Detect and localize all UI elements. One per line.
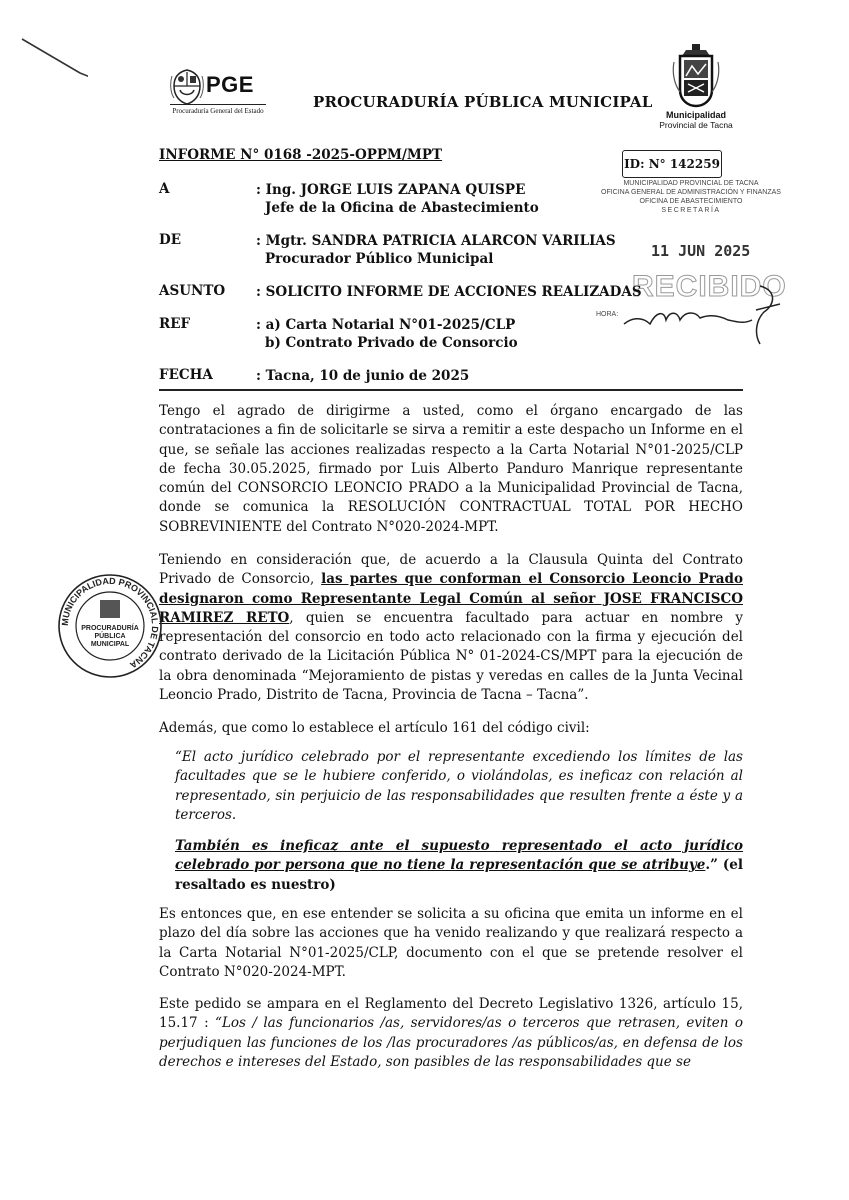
page-title: PROCURADURÍA PÚBLICA MUNICIPAL xyxy=(313,93,653,111)
paragraph-4: Es entonces que, en ese entender se solicita a su oficina que emita un informe en el plazo del día sobre las acciones que ha venido realizando y que realizará respecto a la Carta Notarial N°01-2025/CLP, documento con el que se pretende resolver el Contrato N°020-2024-MPT. xyxy=(159,906,743,980)
seal-center-line1: PROCURADURÍA xyxy=(81,625,139,632)
field-value-de: : Mgtr. SANDRA PATRICIA ALARCON VARILIAS Procurador Público Municipal xyxy=(256,233,616,267)
paragraph-1: Tengo el agrado de dirigirme a usted, como el órgano encargado de las contrataciones a fin de solicitarle se sirva a remitir a este despacho un Informe en el que, se señale las acciones realizadas respecto a la Carta Notarial N°01-2025/CLP de fecha 30.05.2025, firmado por Luis Alberto Panduro Manrique representante común del CONSORCIO LEONCIO PRADO a la Municipalidad Provincial de Tacna, donde se comunica la RESOLUCIÓN CONTRACTUAL TOTAL POR HECHO SOBREVINIENTE del Contrato N°020-2024-MPT. xyxy=(159,403,743,535)
stamp-received-word: RECIBIDO xyxy=(632,270,787,303)
procuraduria-seal-icon xyxy=(56,572,164,680)
field-label-ref: REF xyxy=(159,316,191,332)
municipality-caption: Municipalidad Provincial de Tacna xyxy=(659,110,733,130)
paragraph-5: Este pedido se ampara en el Reglamento del Decreto Legislativo 1326, artículo 15, 15.17 : “Los / las funcionarios /as, servidores/as o terceros que retrasen, eviten o perjudiquen las funciones de los /las procuradores /as públicos/as, en defensa de los derechos e intereses del Estado, son pasibles de las responsabilidades que se xyxy=(159,996,743,1070)
pge-subtitle: Procuraduría General del Estado xyxy=(172,107,264,115)
paragraph-2: Teniendo en consideración que, de acuerdo a la Clausula Quinta del Contrato Privado de Consorcio, las partes que conforman el Consorcio Leoncio Prado designaron como Representante Legal Común al señor JOSE FRANCISCO RAMIREZ RETO, quien se encuentra facultado para actuar en nombre y representación del consorcio en todo acto relacionado con la firma y ejecución del contrato derivado de la Licitación Pública N° 01-2024-CS/MPT para la ejecución de la obra denominada “Mejoramiento de pistas y veredas en calles de la Junta Vecinal Leoncio Prado, Distrito de Tacna, Provincia de Tacna – Tacna”. xyxy=(159,552,743,704)
quote-1: “El acto jurídico celebrado por el representante excediendo los límites de las facultades que se le hubiere conferido, o violándolas, es ineficaz con relación al representado, sin perjuicio de las responsabilidades que resulten frente a éste y a terceros. xyxy=(175,749,743,823)
stamp-date: 11 JUN 2025 xyxy=(651,242,751,260)
seal-ring-text: MUNICIPALIDAD PROVINCIAL DE TACNA xyxy=(59,575,161,671)
peru-coat-of-arms-icon xyxy=(170,68,204,106)
header-divider xyxy=(159,389,743,391)
field-value-a: : Ing. JORGE LUIS ZAPANA QUISPE Jefe de la Oficina de Abastecimiento xyxy=(256,182,539,216)
stamp-line: SECRETARÍA xyxy=(661,207,721,214)
field-label-de: DE xyxy=(159,232,181,248)
report-number: INFORME N° 0168 -2025-OPPM/MPT xyxy=(159,147,443,163)
stamp-line: OFICINA GENERAL DE ADMINISTRACIÓN Y FINANZAS xyxy=(601,189,781,196)
stamp-line: OFICINA DE ABASTECIMIENTO xyxy=(639,198,743,205)
paragraph-3: Además, que como lo establece el artículo 161 del código civil: xyxy=(159,720,590,736)
signature-mark xyxy=(620,280,786,350)
field-value-fecha: : Tacna, 10 de junio de 2025 xyxy=(256,368,470,384)
id-box: ID: N° 142259 xyxy=(622,150,722,178)
field-label-a: A xyxy=(159,181,170,197)
stamp-hora-label: HORA: xyxy=(596,311,619,318)
received-stamp xyxy=(596,180,786,350)
field-label-fecha: FECHA xyxy=(159,367,213,383)
stamp-line: MUNICIPALIDAD PROVINCIAL DE TACNA xyxy=(623,180,759,187)
pge-logo-text: PGE xyxy=(206,72,254,97)
seal-center-line3: MUNICIPAL xyxy=(90,641,130,648)
field-value-asunto: : SOLICITO INFORME DE ACCIONES REALIZADAS xyxy=(256,284,642,300)
municipality-crest-icon xyxy=(672,42,720,108)
seal-center-line2: PÚBLICA xyxy=(94,633,126,640)
quote-2: También es ineficaz ante el supuesto representado el acto jurídico celebrado por persona que no tiene la representación que se atribuye.” (el resaltado es nuestro) xyxy=(175,838,743,893)
field-label-asunto: ASUNTO xyxy=(159,283,226,299)
field-value-ref: : a) Carta Notarial N°01-2025/CLP b) Contrato Privado de Consorcio xyxy=(256,317,518,351)
pen-stroke-mark xyxy=(18,35,88,80)
